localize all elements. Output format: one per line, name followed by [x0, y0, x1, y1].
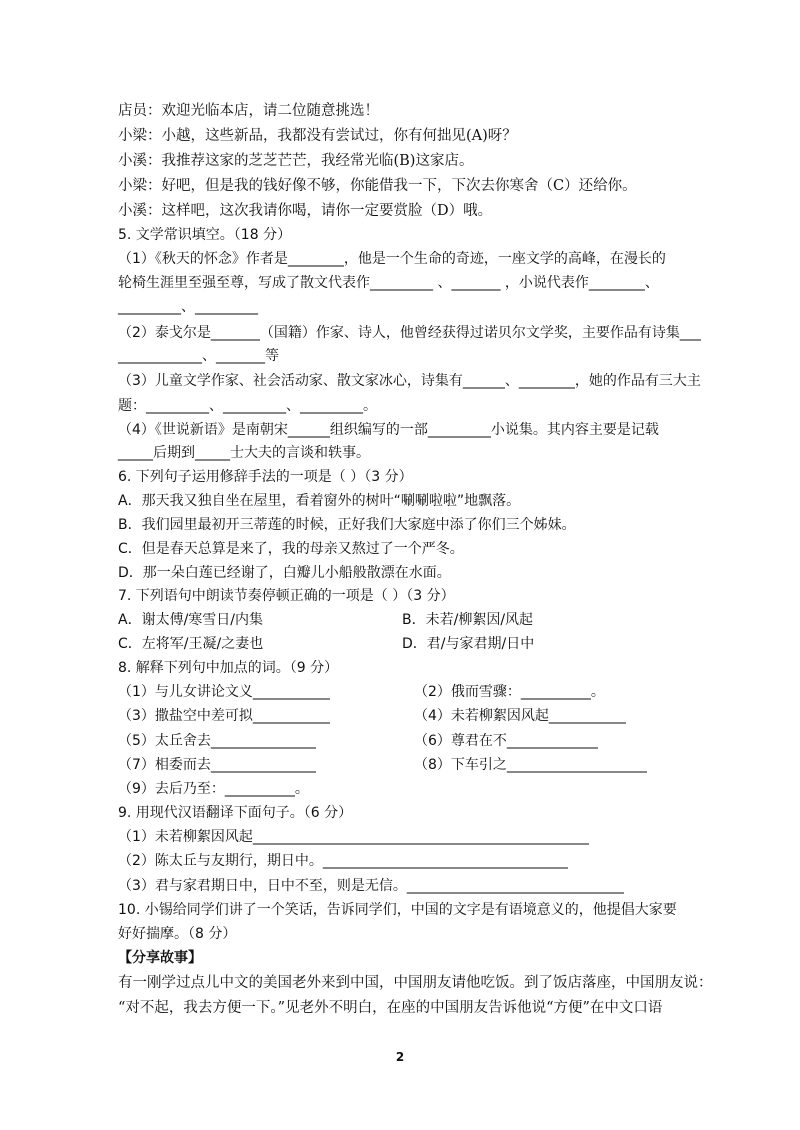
q6-option-b: B．我们园里最初开三蒂莲的时候，正好我们大家庭中添了你们三个姊妹。	[118, 517, 576, 533]
q7-option-a: A．谢太傅/寒雪日/内集	[118, 612, 264, 628]
q6-title: 6. 下列句子运用修辞手法的一项是（ ）（3 分）	[118, 469, 413, 485]
q8-title: 8. 解释下列句中加点的词。（9 分）	[118, 660, 339, 676]
q7-option-b: B．未若/柳絮因/风起	[402, 612, 534, 628]
q8-item-5: （5）太丘舍去_______________	[118, 733, 316, 749]
q7-option-d: D．君/与家君期/日中	[402, 636, 535, 652]
q8-item-6: （6）尊君在不_____________	[414, 733, 598, 749]
page-number: 2	[395, 1050, 405, 1064]
q9-title: 9. 用现代汉语翻译下面句子。（6 分）	[118, 805, 353, 821]
q6-option-c: C．但是春天总算是来了，我的母亲又熬过了一个严冬。	[118, 541, 464, 557]
q5-line-1: （1）《秋天的怀念》作者是________，他是一个生命的奇迹，一座文学的高峰，在漫长的	[118, 251, 666, 267]
q5-line-5: ____________、_______等	[118, 348, 279, 364]
dialogue-line-3: 小溪：我推荐这家的芝芝芒芒，我经常光临(B)这家店。	[118, 153, 474, 169]
q9-item-2: （2）陈太丘与友期行，期日中。___________________________________	[118, 853, 568, 869]
q8-item-7: （7）相委而去_______________	[118, 757, 316, 773]
q10-title-line-1: 10. 小锡给同学们讲了一个笑话，告诉同学们，中国的文字是有语境意义的，他提倡大家要	[118, 902, 677, 918]
q8-item-8: （8）下车引之____________________	[414, 757, 647, 773]
q5-line-7: 题：_________、_________、_________。	[118, 398, 377, 414]
q9-item-3: （3）君与家君期日中，日中不至，则是无信。_______________________________	[118, 878, 624, 894]
q7-title: 7. 下列语句中朗读节奏停顿正确的一项是（ ）（3 分）	[118, 588, 455, 604]
q5-line-9: _____后期到_____士大夫的言谈和轶事。	[118, 445, 370, 461]
q5-line-8: （4）《世说新语》是南朝宋______组织编写的一部_________小说集。其内容主要是记载	[118, 422, 659, 438]
q5-title: 5. 文学常识填空。（18 分）	[118, 227, 292, 243]
q6-option-a: A．那天我又独自坐在屋里，看着窗外的树叶“唰唰啦啦”地飘落。	[118, 493, 521, 509]
q8-item-9: （9）去后乃至：__________。	[118, 781, 309, 797]
story-line-1: 有一刚学过点儿中文的美国老外来到中国，中国朋友请他吃饭。到了饭店落座，中国朋友说：	[118, 975, 713, 991]
q9-item-1: （1）未若柳絮因风起________________________________________________	[118, 829, 589, 845]
story-line-2: “对不起，我去方便一下。”见老外不明白，在座的中国朋友告诉他说“方便”在中文口语	[118, 1000, 663, 1016]
dialogue-line-2: 小梁：小越，这些新品，我都没有尝试过，你有何拙见(A)呀？	[118, 128, 517, 144]
q8-item-1: （1）与儿女讲论文义___________	[118, 684, 330, 700]
q5-line-6: （3）儿童文学作家、社会活动家、散文家冰心，诗集有______、________，她的作品有三大主	[118, 373, 701, 389]
dialogue-line-1: 店员：欢迎光临本店，请二位随意挑选！	[118, 103, 379, 119]
q10-section-heading: 【分享故事】	[118, 950, 202, 966]
q7-option-c: C．左将军/王凝/之妻也	[118, 636, 264, 652]
q5-line-3: _________、_________	[118, 299, 258, 315]
q5-line-4: （2）泰戈尔是_______（国籍）作家、诗人，他曾经获得过诺贝尔文学奖，主要作品有诗集___	[118, 325, 701, 341]
q8-item-4: （4）未若柳絮因风起___________	[414, 708, 626, 724]
q6-option-d: D．那一朵白莲已经谢了，白瓣儿小船般散漂在水面。	[118, 565, 451, 581]
dialogue-line-4: 小梁：好吧，但是我的钱好像不够，你能借我一下，下次去你寒舍（C）还给你。	[118, 178, 637, 194]
q8-item-2: （2）俄而雪骤：__________。	[414, 684, 605, 700]
q8-item-3: （3）撒盐空中差可拟___________	[118, 708, 330, 724]
dialogue-line-5: 小溪：这样吧，这次我请你喝，请你一定要赏脸（D）哦。	[118, 203, 493, 219]
q5-line-2: 轮椅生涯里至强至尊，写成了散文代表作_________ 、_______ ，小说代表作________、	[118, 275, 659, 291]
q10-title-line-2: 好好揣摩。（8 分）	[118, 926, 237, 942]
